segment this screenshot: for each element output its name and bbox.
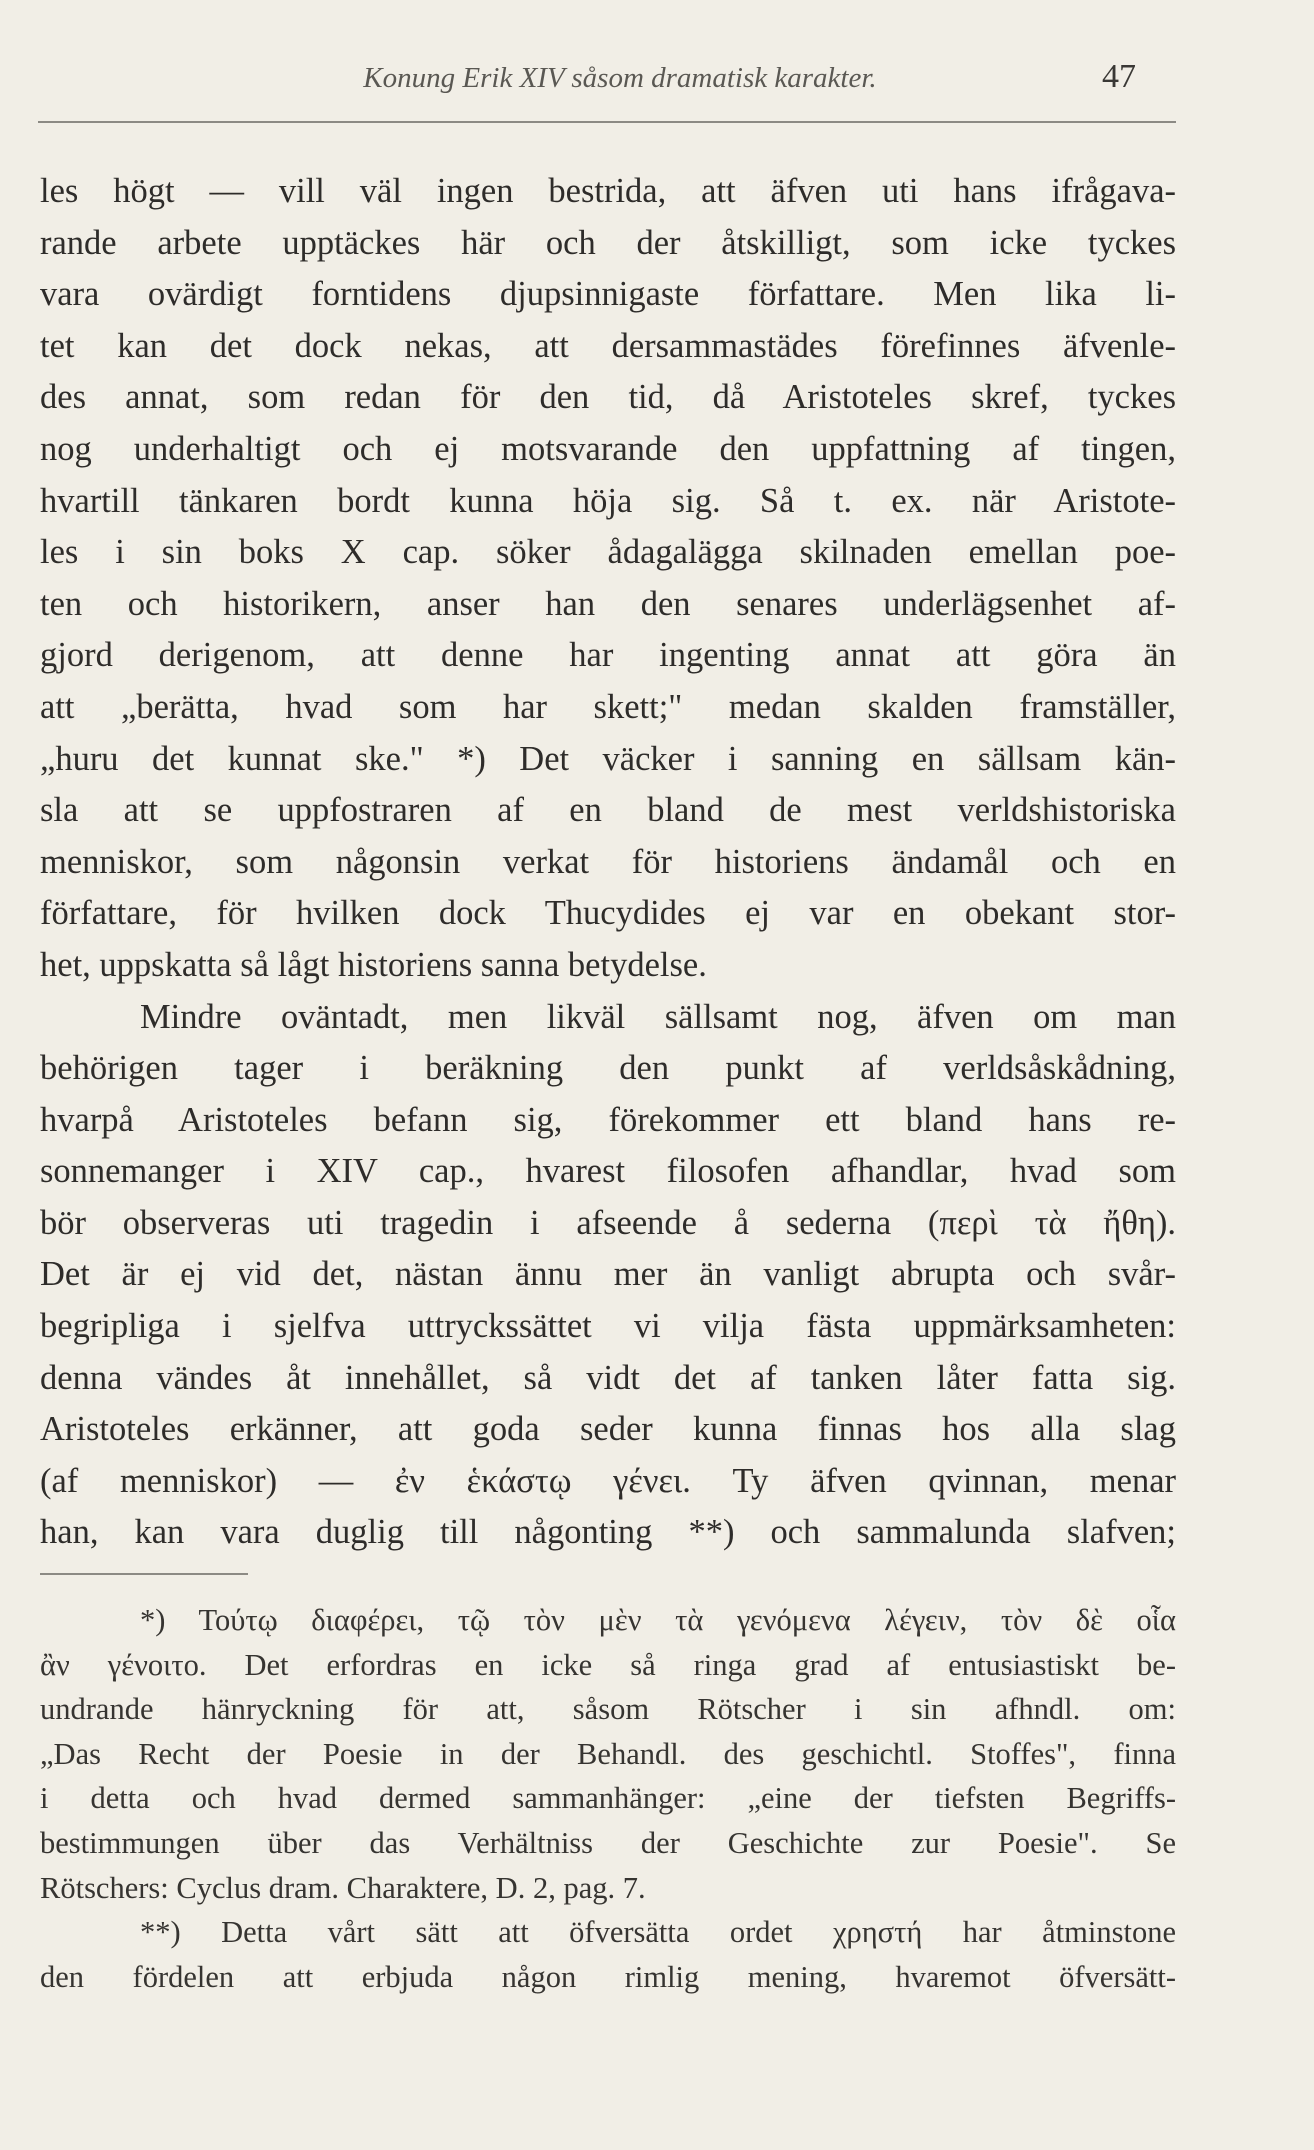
text-line: sla att se uppfostraren af en bland de mest verldshistoriska (40, 791, 1176, 830)
text-line: les i sin boks X cap. söker ådagalägga skilnaden emellan poe- (40, 533, 1176, 572)
text-line: att „berätta, hvad som har skett;" medan skalden framställer, (40, 687, 1176, 726)
text-line: nog underhaltigt och ej motsvarande den uppfattning af tingen, (40, 429, 1176, 468)
footnote-line: Rötschers: Cyclus dram. Charaktere, D. 2, pag. 7. (40, 1870, 646, 1905)
text-line: sonnemanger i XIV cap., hvarest filosofen afhandlar, hvad som (40, 1152, 1176, 1191)
footnote-line: **) Detta vårt sätt att öfversätta ordet χρηστή har åtminstone (140, 1915, 1176, 1950)
footnote-line: *) Τούτῳ διαφέρει, τῷ τὸν μὲν τὰ γενόμενα λέγειν, τὸν δὲ οἷα (140, 1603, 1176, 1637)
body-text (40, 166, 1176, 1559)
text-line: „huru det kunnat ske." *) Det väcker i sanning en sällsam kän- (40, 739, 1176, 778)
footnote-line: „Das Recht der Poesie in der Behandl. des geschichtl. Stoffes", finna (40, 1736, 1176, 1771)
footnote-line: ἂν γένοιτο. Det erfordras en icke så ringa grad af entusiastiskt be- (40, 1647, 1176, 1682)
text-line: gjord derigenom, att denne har ingenting annat att göra än (40, 636, 1176, 675)
text-line: menniskor, som någonsin verkat för historiens ändamål och en (40, 842, 1176, 881)
text-line: begripliga i sjelfva uttryckssättet vi vilja fästa uppmärksamheten: (40, 1307, 1176, 1346)
text-line: Det är ej vid det, nästan ännu mer än vanligt abrupta och svår- (40, 1255, 1176, 1294)
text-line: denna vändes åt innehållet, så vidt det af tanken låter fatta sig. (40, 1358, 1176, 1397)
text-line: han, kan vara duglig till någonting **) och sammalunda slafven; (40, 1513, 1176, 1552)
header-rule (38, 121, 1176, 123)
text-line: hvartill tänkaren bordt kunna höja sig. Så t. ex. när Aristote- (40, 481, 1176, 520)
text-line: (af menniskor) — ἐν ἑκάστῳ γένει. Ty äfven qvinnan, menar (40, 1461, 1176, 1500)
text-line: ten och historikern, anser han den senares underlägsenhet af- (40, 584, 1176, 623)
text-line: Aristoteles erkänner, att goda seder kunna finnas hos alla slag (40, 1410, 1176, 1449)
footnote-line: i detta och hvad dermed sammanhänger: „eine der tiefsten Begriffs- (40, 1781, 1176, 1816)
text-line: het, uppskatta så lågt historiens sanna betydelse. (40, 945, 707, 984)
text-line: tet kan det dock nekas, att dersammastädes förefinnes äfvenle- (40, 326, 1176, 365)
text-line: författare, för hvilken dock Thucydides ej var en obekant stor- (40, 894, 1176, 933)
text-line: Mindre oväntadt, men likväl sällsamt nog, äfven om man (140, 997, 1176, 1036)
text-line: bör observeras uti tragedin i afseende å sederna (περὶ τὰ ἤθη). (40, 1203, 1176, 1242)
text-line: les högt — vill väl ingen bestrida, att äfven uti hans ifrågava- (40, 172, 1176, 210)
footnote-rule (40, 1573, 248, 1575)
text-line: des annat, som redan för den tid, då Aristoteles skref, tyckes (40, 378, 1176, 417)
footnote-line: den fördelen att erbjuda någon rimlig mening, hvaremot öfversätt- (40, 1959, 1176, 1994)
text-line: behörigen tager i beräkning den punkt af verldsåskådning, (40, 1049, 1176, 1088)
text-line: hvarpå Aristoteles befann sig, förekommer ett bland hans re- (40, 1100, 1176, 1139)
page-number: 47 (1102, 58, 1136, 95)
running-title: Konung Erik XIV såsom dramatisk karakter. (363, 62, 877, 94)
text-line: rande arbete upptäckes här och der åtskilligt, som icke tyckes (40, 223, 1176, 262)
footnotes (40, 1598, 1176, 1999)
footnote-line: undrande hänryckning för att, såsom Rötscher i sin afhndl. om: (40, 1692, 1176, 1727)
running-head (0, 58, 1314, 98)
text-line: vara ovärdigt forntidens djupsinnigaste författare. Men lika li- (40, 275, 1176, 314)
footnote-line: bestimmungen über das Verhältniss der Geschichte zur Poesie". Se (40, 1825, 1176, 1860)
